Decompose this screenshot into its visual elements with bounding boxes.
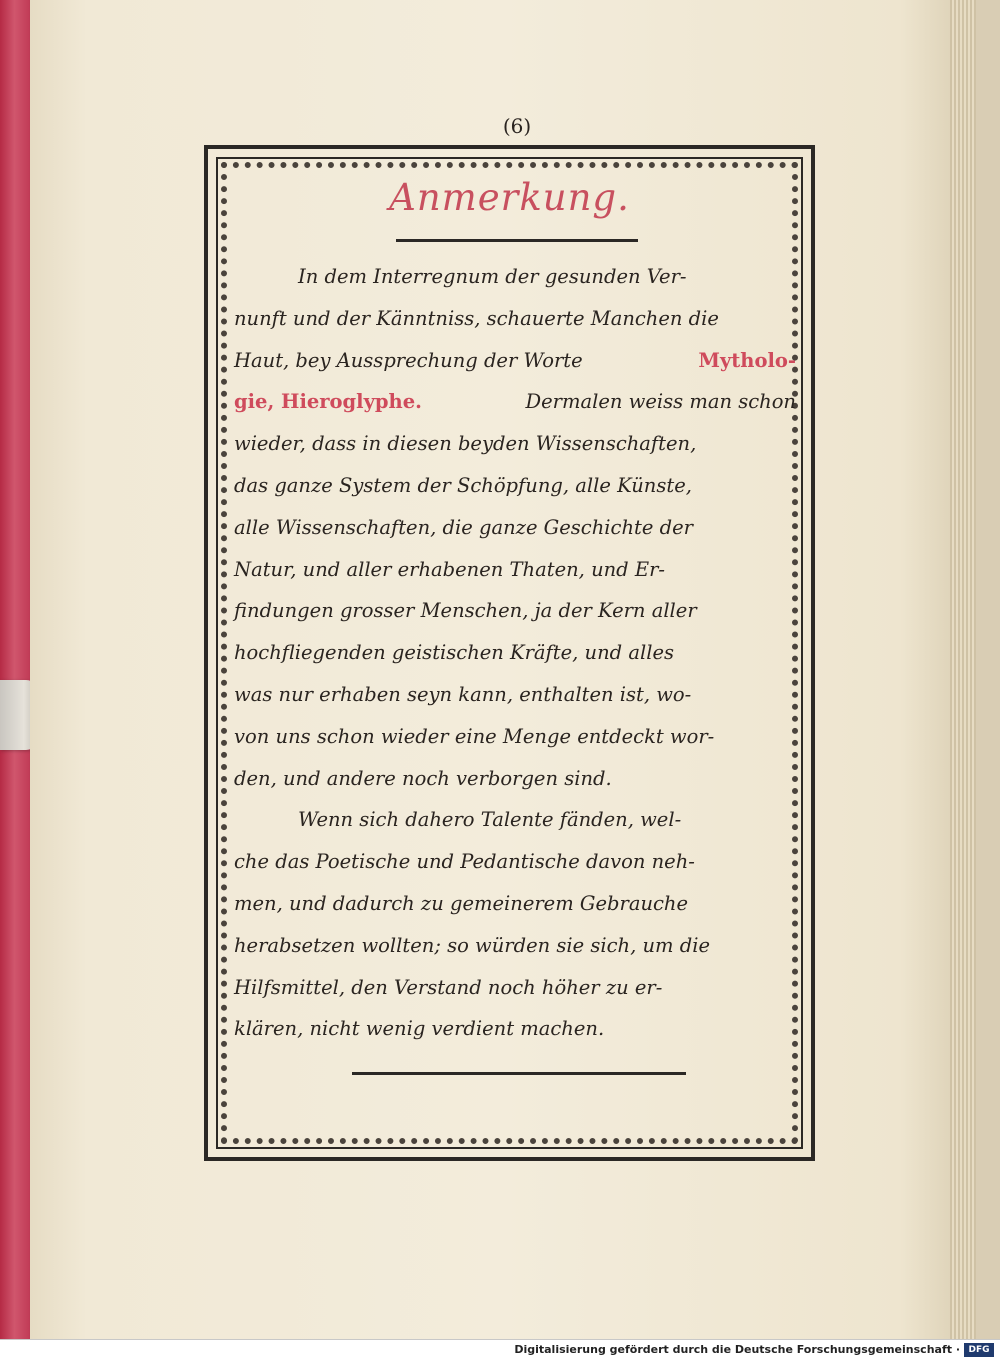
text-segment: klären, nicht wenig verdient machen.: [234, 1017, 605, 1041]
paragraph: [234, 799, 796, 1050]
funding-credit: Digitalisierung gefördert durch die Deutsche Forschungsgemeinschaft ·: [514, 1343, 960, 1356]
text-segment: alle Wissenschaften, die ganze Geschichte der: [234, 515, 693, 539]
text-line: [234, 925, 796, 967]
text-line: [234, 883, 796, 925]
rubric-term: gie, Hieroglyphe.: [234, 390, 422, 414]
text-segment: hochfliegenden geistischen Kräfte, und alles: [234, 641, 674, 665]
text-line: [234, 1008, 796, 1050]
text-segment: Dermalen weiss man schon: [525, 390, 796, 414]
text-line: [234, 549, 796, 591]
text-segment: was nur erhaben seyn kann, enthalten ist, wo-: [234, 682, 692, 706]
text-line: [234, 674, 796, 716]
text-segment: Haut, bey Aussprechung der Worte: [234, 348, 583, 372]
text-line: [234, 507, 796, 549]
text-segment: Hilfsmittel, den Verstand noch höher zu er-: [234, 975, 663, 999]
note-body: [234, 256, 796, 1050]
text-segment: den, und andere noch verborgen sind.: [234, 766, 612, 790]
text-line: [234, 590, 796, 632]
text-line: [234, 716, 796, 758]
text-line: [234, 381, 796, 423]
text-segment: Wenn sich dahero Talente fänden, wel-: [298, 808, 682, 832]
rubric-term: Mytholo-: [698, 348, 796, 372]
text-line: [234, 967, 796, 1009]
text-segment: men, und dadurch zu gemeinerem Gebrauche: [234, 891, 689, 915]
text-line: [234, 841, 796, 883]
text-segment: In dem Interregnum der gesunden Ver-: [298, 265, 687, 288]
paragraph: [234, 256, 796, 799]
text-segment: wieder, dass in diesen beyden Wissenschaften,: [234, 432, 697, 456]
text-segment: herabsetzen wollten; so würden sie sich, um die: [234, 933, 710, 957]
text-line: [234, 758, 796, 800]
dfg-logo-icon: DFG: [964, 1343, 994, 1357]
text-segment: von uns schon wieder eine Menge entdeckt wor-: [234, 724, 715, 748]
text-line: [234, 465, 796, 507]
text-segment: das ganze System der Schöpfung, alle Künste,: [234, 473, 692, 497]
closing-rule: [352, 1072, 686, 1075]
digitization-footer: [0, 1339, 1000, 1361]
text-line: [234, 632, 796, 674]
text-segment: findungen grosser Menschen, ja der Kern aller: [234, 599, 697, 623]
page-heading: Anmerkung.: [389, 176, 630, 219]
text-segment: che das Poetische und Pedantische davon neh-: [234, 850, 695, 874]
text-segment: nunft und der Känntniss, schauerte Manchen die: [234, 306, 719, 330]
text-line: [234, 340, 796, 382]
text-line: [234, 423, 796, 465]
heading-rule: [396, 239, 638, 242]
stacked-page-edges: [950, 0, 976, 1340]
text-line: [234, 256, 796, 298]
page-number: (6): [502, 114, 532, 138]
text-line: [234, 298, 796, 340]
text-line: [234, 799, 796, 841]
text-segment: Natur, und aller erhabenen Thaten, und Er-: [234, 557, 666, 581]
